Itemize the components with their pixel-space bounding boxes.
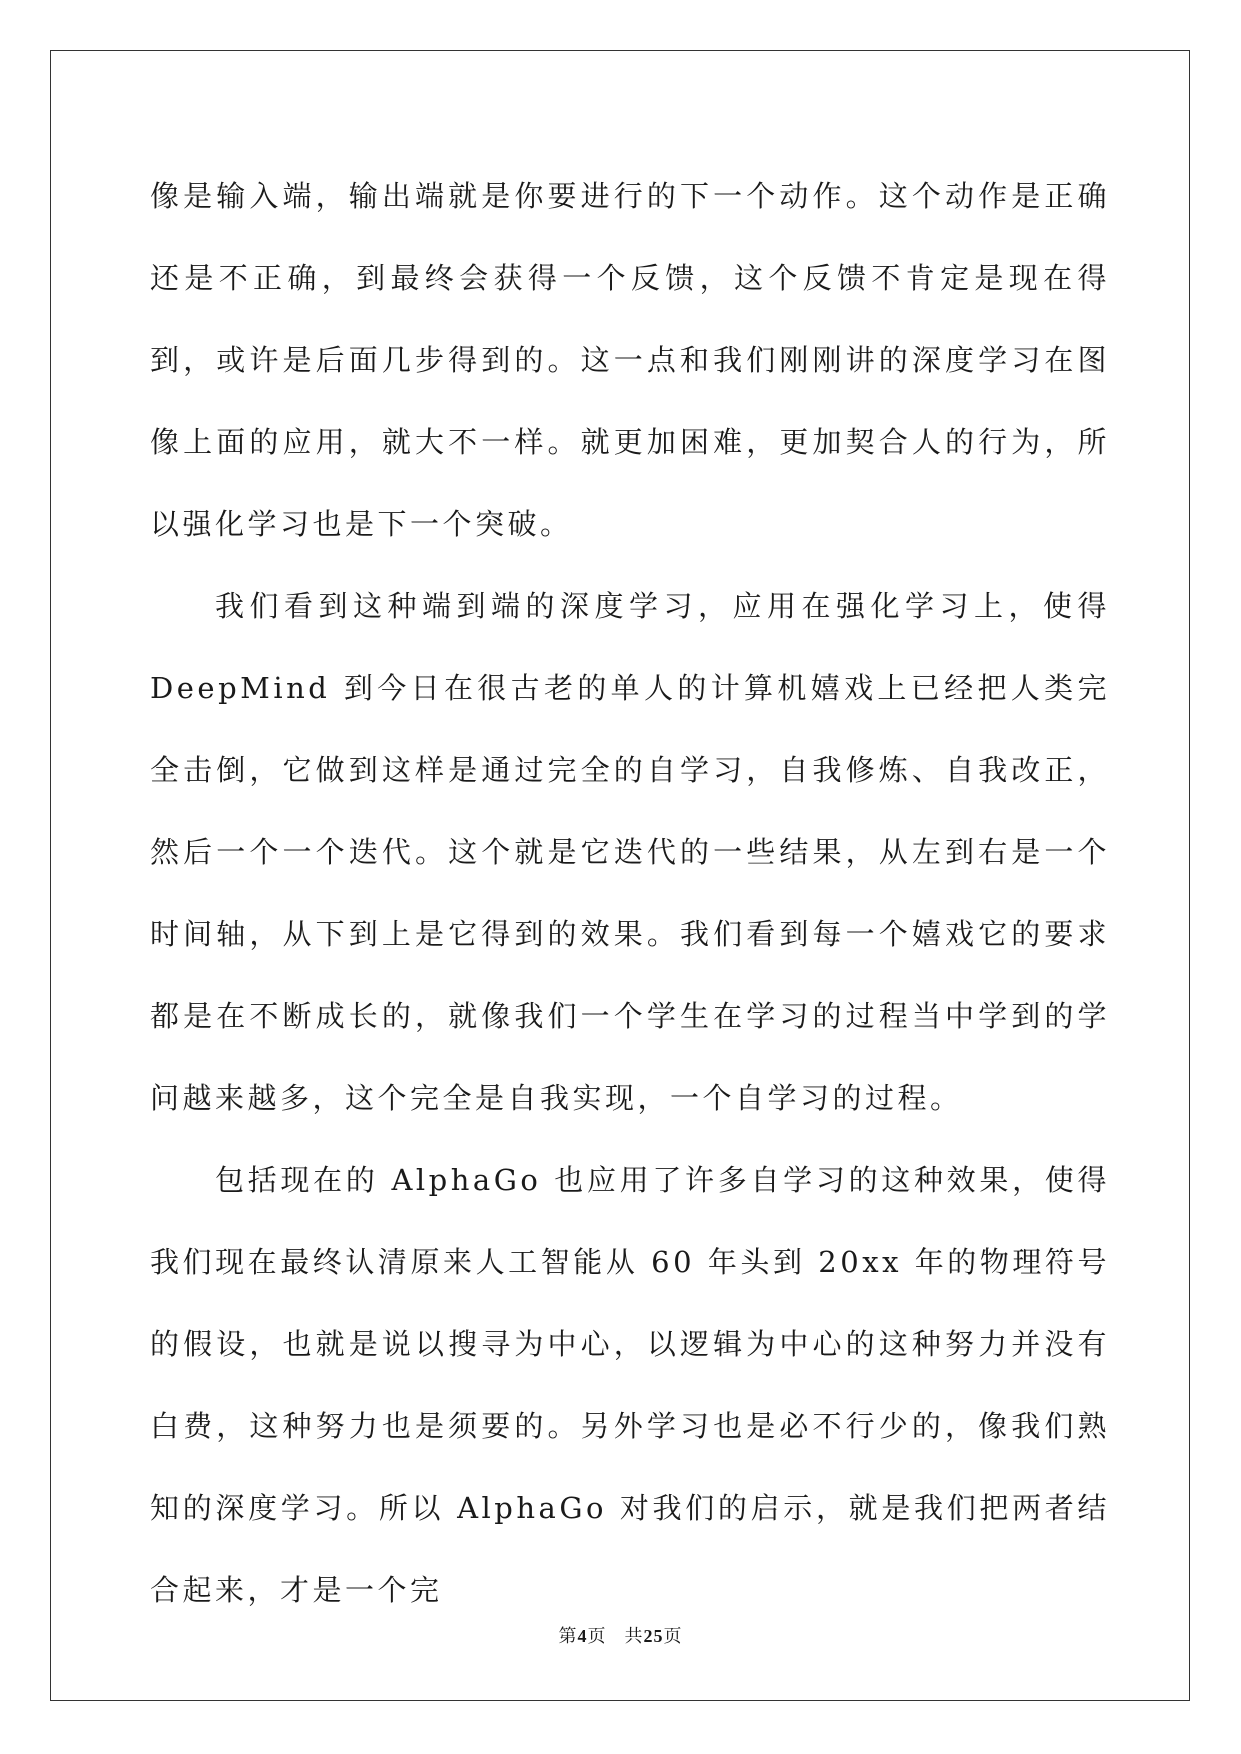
footer-page-suffix: 页 (587, 1626, 607, 1646)
paragraph-3: 包括现在的 AlphaGo 也应用了许多自学习的这种效果，使得我们现在最终认清原来人工智能从 60 年头到 20xx 年的物理符号的假设，也就是说以搜寻为中心，以逻辑为中心的这种努力并没有白费，这种努力也是须要的。另外学习也是必不行少的，像我们熟知的深度学习。所以 AlphaGo 对我们的启示，就是我们把两者结合起来，才是一个完 (150, 1163, 1110, 1607)
paragraph-2: 我们看到这种端到端的深度学习，应用在强化学习上，使得DeepMind 到今日在很古老的单人的计算机嬉戏上已经把人类完全击倒，它做到这样是通过完全的自学习，自我修炼、自我改正，然后一个一个迭代。这个就是它迭代的一些结果，从左到右是一个时间轴，从下到上是它得到的效果。我们看到每一个嬉戏它的要求都是在不断成长的，就像我们一个学生在学习的过程当中学到的学问越来越多，这个完全是自我实现，一个自学习的过程。 (150, 589, 1110, 1115)
body-text (150, 155, 1110, 1631)
page-footer (0, 1622, 1241, 1648)
footer-page-number: 4 (577, 1626, 588, 1646)
footer-total-suffix: 页 (663, 1626, 683, 1646)
paragraph-1: 像是输入端，输出端就是你要进行的下一个动作。这个动作是正确还是不正确，到最终会获得一个反馈，这个反馈不肯定是现在得到，或许是后面几步得到的。这一点和我们刚刚讲的深度学习在图像上面的应用，就大不一样。就更加困难，更加契合人的行为，所以强化学习也是下一个突破。 (150, 179, 1110, 541)
footer-total-pages: 25 (643, 1626, 664, 1646)
footer-page-prefix: 第 (558, 1626, 578, 1646)
footer-total-prefix: 共 (624, 1626, 644, 1646)
